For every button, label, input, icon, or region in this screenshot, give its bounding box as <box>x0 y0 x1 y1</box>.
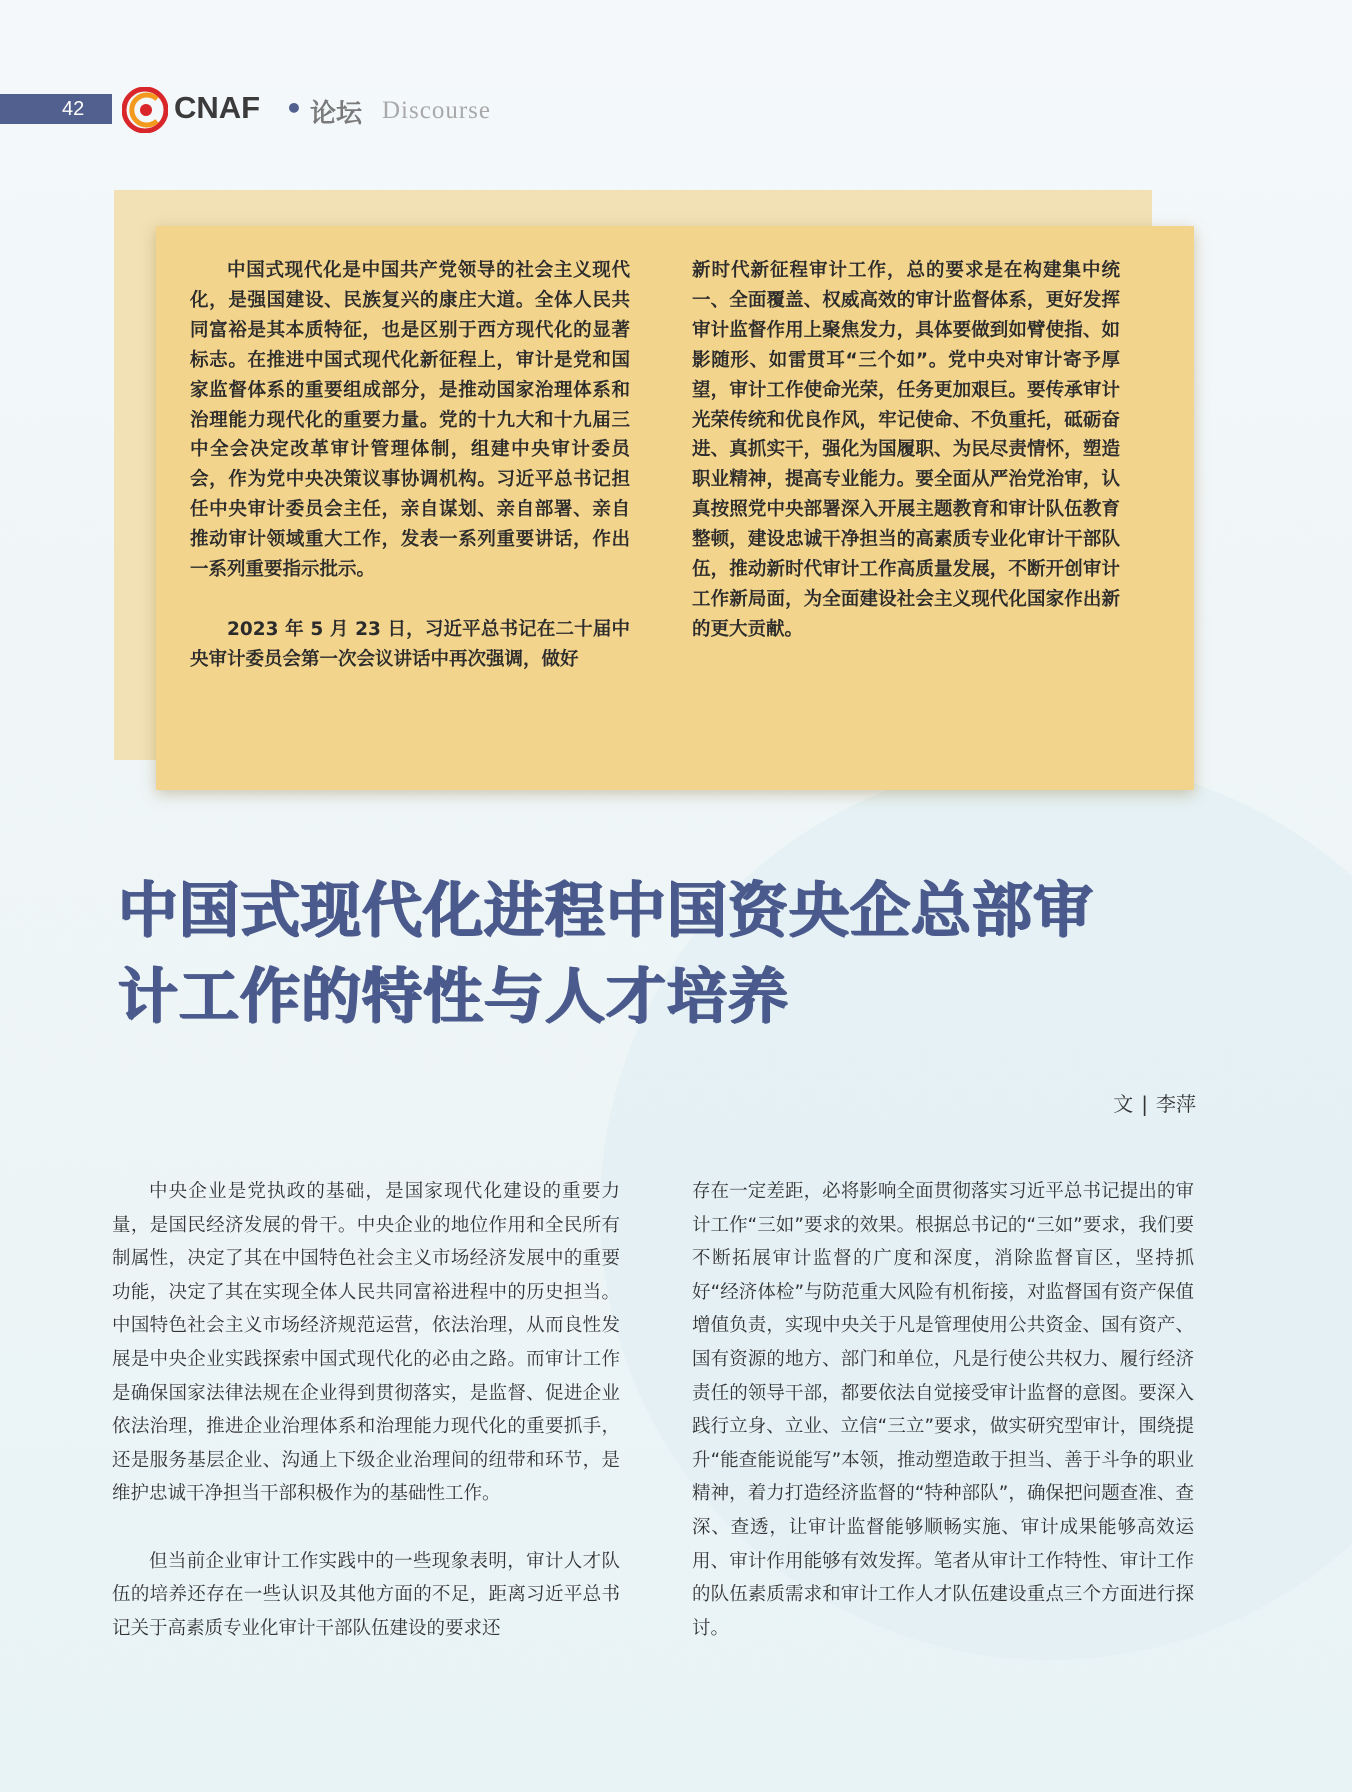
header-separator: • <box>285 92 303 125</box>
abstract-right-column <box>692 256 1120 645</box>
author-separator: | <box>1141 1092 1148 1116</box>
article-title <box>118 868 1208 1040</box>
body-left-column <box>112 1175 620 1645</box>
abstract-paragraph: 2023 年 5 月 23 日，习近平总书记在二十届中央审计委员会第一次会议讲话中再次强调，做好 <box>190 618 630 670</box>
abstract-left-column <box>190 256 630 675</box>
section-title-cn: 论坛 <box>310 99 363 129</box>
abstract-paragraph: 新时代新征程审计工作，总的要求是在构建集中统一、全面覆盖、权威高效的审计监督体系，更好发挥审计监督作用上聚焦发力，具体要做到如臂使指、如影随形、如雷贯耳“三个如”。党中央对审计寄予厚望，审计工作使命光荣，任务更加艰巨。要传承审计光荣传统和优良作风，牢记使命、不负重托，砥砺奋进、真抓实干，强化为国履职、为民尽责情怀，塑造职业精神，提高专业能力。要全面从严治党治审，认真按照党中央部署深入开展主题教育和审计队伍教育整顿，建设忠诚干净担当的高素质专业化审计干部队伍，推动新时代审计工作高质量发展，不断开创审计工作新局面，为全面建设社会主义现代化国家作出新的更大贡献。 <box>692 260 1120 640</box>
body-paragraph: 存在一定差距，必将影响全面贯彻落实习近平总书记提出的审计工作“三如”要求的效果。根据总书记的“三如”要求，我们要不断拓展审计监督的广度和深度，消除监督盲区，坚持抓好“经济体检”与防范重大风险有机衔接，对监督国有资产保值增值负责，实现中央关于凡是管理使用公共资金、国有资产、国有资源的地方、部门和单位，凡是行使公共权力、履行经济责任的领导干部，都要依法自觉接受审计监督的意图。要深入践行立身、立业、立信“三立”要求，做实研究型审计，围绕提升“能查能说能写”本领，推动塑造敢于担当、善于斗争的职业精神，着力打造经济监督的“特种部队”，确保把问题查准、查深、查透，让审计监督能够顺畅实施、审计成果能够高效运用、审计作用能够有效发挥。笔者从审计工作特性、审计工作的队伍素质需求和审计工作人才队伍建设重点三个方面进行探讨。 <box>692 1181 1194 1639</box>
section-title-en: Discourse <box>382 97 491 124</box>
author-name: 李萍 <box>1156 1092 1196 1116</box>
author-prefix: 文 <box>1113 1092 1134 1116</box>
cnaf-logo-icon <box>122 87 168 133</box>
body-right-column <box>692 1175 1194 1645</box>
body-paragraph: 但当前企业审计工作实践中的一些现象表明，审计人才队伍的培养还存在一些认识及其他方面的不足，距离习近平总书记关于高素质专业化审计干部队伍建设的要求还 <box>112 1550 620 1639</box>
article-title-line: 中国式现代化进程中国资央企总部审 <box>118 876 1094 946</box>
author-byline <box>1113 1088 1196 1117</box>
page-number: 42 <box>62 98 85 120</box>
article-title-line: 计工作的特性与人才培养 <box>118 962 789 1032</box>
body-paragraph: 中央企业是党执政的基础，是国家现代化建设的重要力量，是国民经济发展的骨干。中央企业的地位作用和全民所有制属性，决定了其在中国特色社会主义市场经济发展中的重要功能，决定了其在实现全体人民共同富裕进程中的历史担当。中国特色社会主义市场经济规范运营，依法治理，从而良性发展是中央企业实践探索中国式现代化的必由之路。而审计工作是确保国家法律法规在企业得到贯彻落实，是监督、促进企业依法治理，推进企业治理体系和治理能力现代化的重要抓手，还是服务基层企业、沟通上下级企业治理间的纽带和环节，是维护忠诚干净担当干部积极作为的基础性工作。 <box>112 1181 620 1505</box>
abstract-paragraph: 中国式现代化是中国共产党领导的社会主义现代化，是强国建设、民族复兴的康庄大道。全体人民共同富裕是其本质特征，也是区别于西方现代化的显著标志。在推进中国式现代化新征程上，审计是党和国家监督体系的重要组成部分，是推动国家治理体系和治理能力现代化的重要力量。党的十九大和十九届三中全会决定改革审计管理体制，组建中央审计委员会，作为党中央决策议事协调机构。习近平总书记担任中央审计委员会主任，亲自谋划、亲自部署、亲自推动审计领域重大工作，发表一系列重要讲话，作出一系列重要指示批示。 <box>190 260 630 581</box>
brand-name: CNAF <box>174 90 261 125</box>
